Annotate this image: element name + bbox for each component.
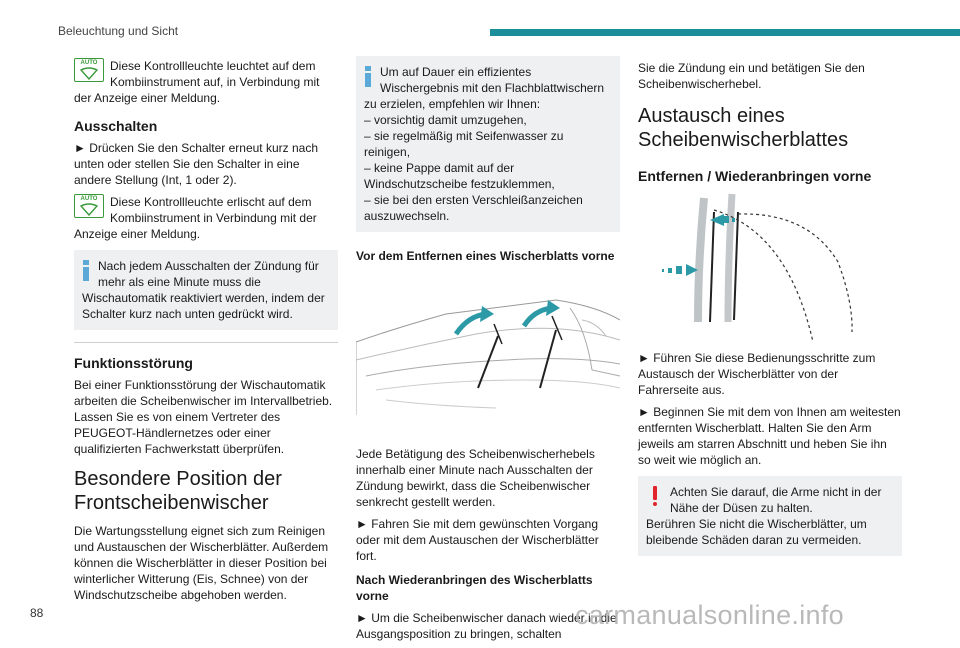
heading-vor-entfernen: Vor dem Entfernen eines Wischerblatts vorne [356, 249, 615, 263]
divider [74, 342, 338, 343]
vor-entfernen-text: Jede Betätigung des Scheibenwischerhebels innerhalb einer Minute nach Ausschalten der Zündung bewirkt, dass die Scheibenwischer senkrecht gestellt werden. [356, 447, 595, 509]
besondere-position-text: Die Wartungsstellung eignet sich zum Reinigen und Austauschen der Wischerblätter. Außerdem können die Wischerblätter in dieser Position bei winterlicher Witterung (Eis, Schnee) von der Windschutzscheibe abgehoben werden. [74, 524, 329, 602]
column-2 [356, 56, 620, 648]
info-note-box [74, 250, 338, 330]
wiper-auto-lamp-icon: AUTO [74, 194, 104, 218]
watermark: carmanualsonline.info [575, 600, 844, 630]
heading-nach-wiederanbringen: Nach Wiederanbringen des Wischerblatts vorne [356, 573, 593, 603]
column-3 [638, 60, 902, 566]
wiper-auto-lamp-icon: AUTO [74, 58, 104, 82]
ausgangsposition-text: ► Um die Scheibenwischer danach wieder in die Ausgangsposition zu bringen, schalten [356, 611, 617, 641]
fahrerseite-text: ► Führen Sie diese Bedienungsschritte zum Austausch der Wischerblätter von der Fahrerseite aus. [638, 351, 876, 397]
info-icon [364, 66, 372, 87]
lamp-off-text: Diese Kontrollleuchte erlischt auf dem Kombiinstrument in Verbindung mit der Anzeige einer Meldung. [74, 195, 317, 241]
info-note-text: Nach jedem Ausschalten der Zündung für mehr als eine Minute muss die Wischautomatik reaktiviert werden, indem der Schalter kurz nach unten gedrückt wird. [82, 259, 325, 321]
column-1 [74, 58, 338, 609]
ausschalten-instruction: ► Drücken Sie den Schalter erneut kurz nach unten oder stellen Sie den Schalter in eine andere Stellung (Int, 1 oder 2). [74, 141, 319, 187]
beginnen-text: ► Beginnen Sie mit dem von Ihnen am weitesten entfernten Wischerblatt. Halten Sie den Arm jeweils am starren Abschnitt und heben Sie ihn so weit wie möglich an. [638, 405, 901, 467]
warning-icon [650, 486, 660, 506]
info-note-text: Um auf Dauer ein effizientes Wischergebnis mit den Flachblattwischern zu erzielen, empfehlen wir Ihnen: – vorsichtig damit umzugehen, – sie regelmäßig mit Seifenwasser zu reinigen, – keine Pappe damit auf der Windschutzscheibe festzuklemmen, – sie bei den ersten Verschleißanzeichen auszuwechseln. [364, 65, 605, 223]
info-icon [82, 260, 90, 281]
lamp-on-text: Diese Kontrollleuchte leuchtet auf dem Kombiinstrument auf, in Verbindung mit der Anzeige einer Meldung. [74, 59, 320, 105]
warning-note-box [638, 476, 902, 556]
car-wipers-illustration [356, 280, 620, 415]
zuendung-text: Sie die Zündung ein und betätigen Sie den Scheibenwischerhebel. [638, 61, 865, 91]
heading-ausschalten: Ausschalten [74, 118, 158, 134]
page-header-title: Beleuchtung und Sicht [58, 24, 179, 38]
wiper-lift-illustration [638, 192, 902, 342]
funktionsstoerung-text: Bei einer Funktionsstörung der Wischautomatik arbeiten die Scheibenwischer im Intervallbetrieb. Lassen Sie es von einem Vertreter des PEUGEOT-Händlernetzes oder einer qualifizierten Fachwerkstatt überprüfen. [74, 378, 333, 456]
heading-austausch: Austausch eines Scheibenwischerblattes [638, 105, 849, 151]
heading-besondere-position: Besondere Position der Frontscheibenwischer [74, 468, 282, 514]
warning-note-text: Achten Sie darauf, die Arme nicht in der Nähe der Düsen zu halten. Berühren Sie nicht die Wischerblätter, um bleibende Schäden daran zu vermeiden. [646, 485, 882, 547]
heading-funktionsstoerung: Funktionsstörung [74, 355, 193, 371]
fahren-fort-text: ► Fahren Sie mit dem gewünschten Vorgang oder mit dem Austauschen der Wischerblätter fort. [356, 517, 599, 563]
page-number: 88 [30, 606, 44, 620]
page-header-bar [490, 29, 960, 36]
info-note-box [356, 56, 620, 232]
heading-entfernen-vorne: Entfernen / Wiederanbringen vorne [638, 168, 872, 184]
